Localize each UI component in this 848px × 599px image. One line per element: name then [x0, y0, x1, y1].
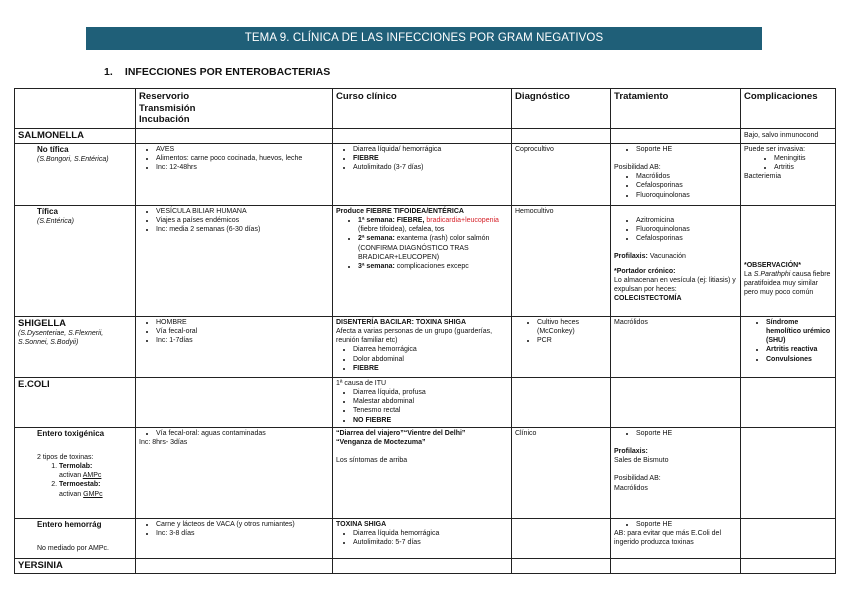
header-complicaciones: Complicaciones — [741, 89, 836, 129]
shigella-complicaciones — [741, 316, 836, 377]
list-item: • Artritis reactiva — [766, 345, 832, 354]
tifica-obs-label: *OBSERVACIÓN* — [744, 261, 801, 269]
list-item: • Inc: media 2 semanas (6-30 días) — [156, 225, 329, 234]
tifica-diagnostico: Hemocultivo — [512, 205, 611, 316]
header-transmision-label: Transmisión — [139, 102, 196, 114]
list-item: • Tenesmo rectal — [353, 406, 508, 415]
hemorrag-note: No mediado por AMPc. — [37, 544, 109, 552]
shigella-reservorio — [136, 316, 333, 377]
header-incubacion-label: Incubación — [139, 114, 190, 126]
list-item: • Diarrea líquida, profusa — [353, 388, 508, 397]
tifica-name: Tífica — [37, 206, 58, 216]
notifica-tratamiento — [611, 143, 741, 205]
list-item: • Autolimitado (3-7 días) — [353, 163, 508, 172]
list-item: • FIEBRE — [353, 364, 508, 373]
tifica-profilaxis: Profilaxis: Vacunación — [614, 253, 686, 261]
notifica-reservorio — [136, 143, 333, 205]
list-item: • Vía fecal-oral — [156, 327, 329, 336]
section-number: 1. — [104, 66, 113, 78]
toxigenica-name: Entero toxigénica — [37, 428, 105, 438]
list-item: • 2ª semana: exantema (rash) color salmón (CONFIRMA DIAGNÓSTICO TRAS BRADICAR+LEUCOPEN) — [358, 234, 508, 262]
tifica-portador-bold: COLECISTECTOMÍA — [614, 295, 682, 303]
hemorrag-name-cell — [15, 518, 136, 558]
list-item: • Diarrea líquida hemorrágica — [353, 529, 508, 538]
list-item: • Soporte HE — [636, 145, 737, 154]
list-item: • Soporte HE — [636, 520, 737, 529]
shigella-label: SHIGELLA — [18, 317, 67, 329]
tifica-name-cell — [15, 205, 136, 316]
hemorrag-tratamiento — [611, 518, 741, 558]
ecoli-name-cell — [15, 377, 136, 427]
list-item: • Carne y lácteos de VACA (y otros rumiantes) — [156, 520, 329, 529]
list-item: • Síndrome hemolítico urémico (SHU) — [766, 318, 832, 346]
notifica-complicaciones — [741, 143, 836, 205]
list-item: • Convulsiones — [766, 355, 832, 364]
tifica-curso-title: Produce FIEBRE TIFOIDEA/ENTÉRICA — [336, 207, 464, 215]
tifica-tratamiento — [611, 205, 741, 316]
tifica-species: (S.Entérica) — [37, 217, 74, 225]
hemorrag-ab-text: AB: para evitar que más E.Coli del ingerido produzca toxinas — [614, 529, 721, 547]
shigella-diagnostico — [512, 316, 611, 377]
notifica-curso — [333, 143, 512, 205]
header-reservorio — [136, 89, 333, 129]
list-item: • PCR — [537, 336, 607, 345]
toxigenica-profilaxis-text: Sales de Bismuto — [614, 457, 669, 465]
list-item: • Diarrea hemorrágica — [353, 345, 508, 354]
header-diagnostico: Diagnóstico — [512, 89, 611, 129]
ecoli-curso-intro: 1ª causa de ITU — [336, 379, 387, 387]
toxigenica-row — [15, 427, 836, 518]
section-title: INFECCIONES POR ENTEROBACTERIAS — [124, 66, 331, 78]
list-item: • Malestar abdominal — [353, 397, 508, 406]
hemorrag-name: Entero hemorrág — [37, 519, 102, 529]
list-item: • Macrólidos — [636, 172, 737, 181]
list-item: • 3ª semana: complicaciones excepc — [358, 262, 508, 271]
hemorrag-row — [15, 518, 836, 558]
tifica-red-text: bradicardia+leucopenia — [426, 216, 499, 224]
header-curso: Curso clínico — [333, 89, 512, 129]
list-item: • Cefalosporinas — [636, 234, 737, 243]
tifica-portador-text: Lo almacenan en vesícula (ej: litiasis) y expulsan por heces: — [614, 276, 736, 293]
list-item: • Vía fecal-oral: aguas contaminadas — [156, 429, 329, 438]
table-header-row — [15, 89, 836, 129]
notifica-comp-extra: Bacteriemia — [744, 173, 781, 181]
toxigenica-incubacion: Inc: 8hrs- 3días — [139, 438, 188, 446]
list-item: • Cefalosporinas — [636, 181, 737, 190]
shigella-tratamiento: Macrólidos — [611, 316, 741, 377]
salmonella-row — [15, 128, 836, 143]
list-item: • FIEBRE — [353, 154, 508, 163]
notifica-ab-label: Posibilidad AB: — [614, 163, 661, 171]
list-item: • Viajes a países endémicos — [156, 216, 329, 225]
list-item: • NO FIEBRE — [353, 416, 508, 425]
list-item: • 1ª semana: FIEBRE, bradicardia+leucopenia (fiebre tifoidea), cefalea, tos — [358, 216, 508, 234]
list-item: • Inc: 1-7días — [156, 336, 329, 345]
list-item: • Autolimitado: 5-7 días — [353, 538, 508, 547]
topic-banner: TEMA 9. CLÍNICA DE LAS INFECCIONES POR GRAM NEGATIVOS — [86, 27, 762, 50]
list-item: • HOMBRE — [156, 318, 329, 327]
ecoli-row — [15, 377, 836, 427]
list-item: 1. Termolab: activan AMPc — [59, 462, 132, 480]
toxigenica-diagnostico: Clínico — [512, 427, 611, 518]
list-item: • Fluoroquinolonas — [636, 225, 737, 234]
list-item: 2. Termoestab: activan GMPc — [59, 480, 132, 498]
list-item: • Cultivo heces (McConkey) — [537, 318, 607, 336]
tifica-curso — [333, 205, 512, 316]
shigella-curso-intro: Afecta a varias personas de un grupo (guarderías, reunión familiar etc) — [336, 327, 493, 345]
ecoli-curso — [333, 377, 512, 427]
notifica-name-cell — [15, 143, 136, 205]
section-heading — [104, 66, 330, 78]
ecoli-label: E.COLI — [18, 378, 50, 390]
header-tratamiento: Tratamiento — [611, 89, 741, 129]
yersinia-label: YERSINIA — [15, 558, 136, 573]
salmonella-complicaciones: Bajo, salvo inmunocond — [741, 128, 836, 143]
toxigenica-ab-text: Macrólidos — [614, 484, 648, 492]
toxigenica-ab-label: Posibilidad AB: — [614, 475, 661, 483]
list-item: • AVES — [156, 145, 329, 154]
header-empty — [15, 89, 136, 129]
shigella-curso-title: DISENTERÍA BACILAR: TOXINA SHIGA — [336, 318, 467, 326]
list-item: • VESÍCULA BILIAR HUMANA — [156, 207, 329, 216]
hemorrag-curso-title: TOXINA SHIGA — [336, 520, 387, 528]
list-item: • Artritis — [774, 163, 832, 172]
tifica-row — [15, 205, 836, 316]
toxigenica-name-cell — [15, 427, 136, 518]
tifica-complicaciones — [741, 205, 836, 316]
notifica-name: No tífica — [37, 144, 69, 154]
yersinia-row — [15, 558, 836, 573]
notifica-species: (S.Bongori, S.Entérica) — [37, 155, 109, 163]
shigella-name-cell — [15, 316, 136, 377]
list-item: • Fluoroquinolonas — [636, 191, 737, 200]
list-item: • Azitromicina — [636, 216, 737, 225]
toxigenica-profilaxis-label: Profilaxis: — [614, 447, 648, 455]
shigella-species: (S.Dysenteriae, S.Flexnerii, S.Sonnei, S.Bodyii) — [18, 329, 104, 346]
list-item: • Alimentos: carne poco cocinada, huevos, leche — [156, 154, 329, 163]
toxigenica-quote-2: “Venganza de Moctezuma” — [336, 438, 426, 446]
list-item: • Diarrea líquida/ hemorrágica — [353, 145, 508, 154]
list-item: • Soporte HE — [636, 429, 737, 438]
list-item: • Inc: 12-48hrs — [156, 163, 329, 172]
tifica-portador-label: *Portador crónico: — [614, 267, 676, 275]
tifica-reservorio — [136, 205, 333, 316]
hemorrag-reservorio — [136, 518, 333, 558]
toxigenica-curso-note: Los síntomas de arriba — [336, 457, 408, 465]
enterobacteria-table — [14, 88, 836, 574]
list-item: • Inc: 3-8 días — [156, 529, 329, 538]
toxigenica-tratamiento — [611, 427, 741, 518]
hemorrag-curso — [333, 518, 512, 558]
notifica-diagnostico: Coprocultivo — [512, 143, 611, 205]
toxigenica-tipos-label: 2 tipos de toxinas: — [37, 453, 94, 461]
list-item: • Meningitis — [774, 154, 832, 163]
salmonella-label: SALMONELLA — [15, 128, 136, 143]
list-item: • Dolor abdominal — [353, 355, 508, 364]
notifica-row — [15, 143, 836, 205]
toxigenica-quote-1: “Diarrea del viajero”“Vientre del Delhi” — [336, 429, 466, 437]
toxigenica-curso — [333, 427, 512, 518]
notifica-comp-label: Puede ser invasiva: — [744, 145, 806, 153]
tifica-obs-text: La S.Parathphi causa fiebre paratifoidea muy similar pero muy poco común — [744, 270, 831, 297]
header-reservorio-label: Reservorio — [139, 91, 190, 102]
shigella-curso — [333, 316, 512, 377]
shigella-row — [15, 316, 836, 377]
toxigenica-reservorio — [136, 427, 333, 518]
